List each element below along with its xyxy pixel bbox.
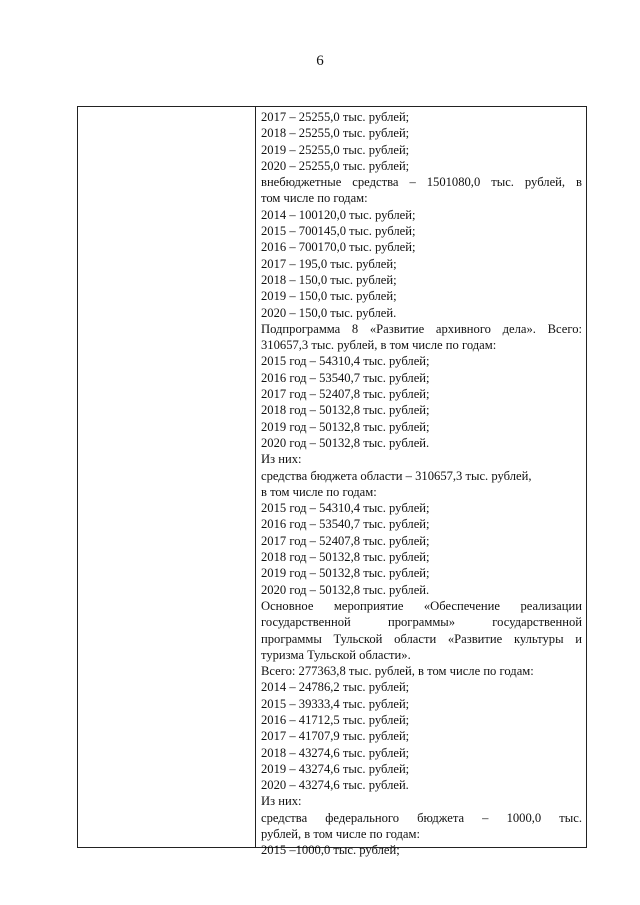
text-line: Основное мероприятие «Обеспечение реализации — [261, 598, 582, 613]
text-line: 2020 – 25255,0 тыс. рублей; — [261, 158, 410, 173]
text-line: 2015 год – 54310,4 тыс. рублей; — [261, 501, 430, 516]
text-line: 2015 –1000,0 тыс. рублей; — [261, 843, 400, 858]
page-number: 6 — [316, 53, 324, 69]
text-line: том числе по годам: — [261, 191, 368, 206]
text-line: Подпрограмма 8 «Развитие архивного дела». Всего: — [261, 321, 582, 336]
text-line: 2016 – 41712,5 тыс. рублей; — [261, 712, 410, 727]
text-line: 2014 – 100120,0 тыс. рублей; — [261, 207, 416, 222]
text-line: 2016 – 700170,0 тыс. рублей; — [261, 240, 416, 255]
text-line: государственной программы» государственной — [261, 615, 582, 630]
text-line: 2019 год – 50132,8 тыс. рублей; — [261, 419, 430, 434]
text-line: 2016 год – 53540,7 тыс. рублей; — [261, 370, 430, 385]
text-line: 2017 год – 52407,8 тыс. рублей; — [261, 533, 430, 548]
text-line: 2017 – 195,0 тыс. рублей; — [261, 256, 397, 271]
text-line: 2018 год – 50132,8 тыс. рублей; — [261, 403, 430, 418]
text-line: средства федерального бюджета – 1000,0 тыс. — [261, 810, 582, 825]
text-line: 2017 год – 52407,8 тыс. рублей; — [261, 387, 430, 402]
text-line: 2020 – 43274,6 тыс. рублей. — [261, 778, 409, 793]
text-line: 2015 год – 54310,4 тыс. рублей; — [261, 354, 430, 369]
text-line: 2015 – 39333,4 тыс. рублей; — [261, 696, 410, 711]
text-line: 2020 год – 50132,8 тыс. рублей. — [261, 582, 430, 597]
text-line: 2017 – 41707,9 тыс. рублей; — [261, 729, 410, 744]
text-line: 2016 год – 53540,7 тыс. рублей; — [261, 517, 430, 532]
text-line: 2018 – 25255,0 тыс. рублей; — [261, 126, 410, 141]
text-line: 2020 – 150,0 тыс. рублей. — [261, 305, 397, 320]
text-line: туризма Тульской области». — [261, 647, 411, 662]
table-right-column-text — [261, 109, 582, 859]
table-left-column-empty — [78, 107, 256, 847]
text-line: Из них: — [261, 794, 302, 809]
text-line: в том числе по годам: — [261, 484, 377, 499]
text-line: 2018 – 150,0 тыс. рублей; — [261, 272, 397, 287]
text-line: 2015 – 700145,0 тыс. рублей; — [261, 224, 416, 239]
text-line: 310657,3 тыс. рублей, в том числе по годам: — [261, 338, 497, 353]
text-line: рублей, в том числе по годам: — [261, 827, 420, 842]
text-line: 2019 год – 50132,8 тыс. рублей; — [261, 566, 430, 581]
text-line: 2019 – 43274,6 тыс. рублей; — [261, 761, 410, 776]
text-line: Всего: 277363,8 тыс. рублей, в том числе по годам: — [261, 664, 534, 679]
funding-table — [77, 106, 587, 858]
text-line: 2017 – 25255,0 тыс. рублей; — [261, 110, 410, 124]
text-line: внебюджетные средства – 1501080,0 тыс. рублей, в — [261, 175, 582, 190]
text-line: 2014 – 24786,2 тыс. рублей; — [261, 680, 410, 695]
text-line: Из них: — [261, 452, 302, 467]
text-line: средства бюджета области – 310657,3 тыс. рублей, — [261, 468, 532, 483]
text-line: 2018 год – 50132,8 тыс. рублей; — [261, 550, 430, 565]
text-line: 2018 – 43274,6 тыс. рублей; — [261, 745, 410, 760]
text-line: 2019 – 25255,0 тыс. рублей; — [261, 142, 410, 157]
text-line: 2020 год – 50132,8 тыс. рублей. — [261, 435, 430, 450]
text-line: 2019 – 150,0 тыс. рублей; — [261, 289, 397, 304]
text-line: программы Тульской области «Развитие культуры и — [261, 631, 582, 646]
